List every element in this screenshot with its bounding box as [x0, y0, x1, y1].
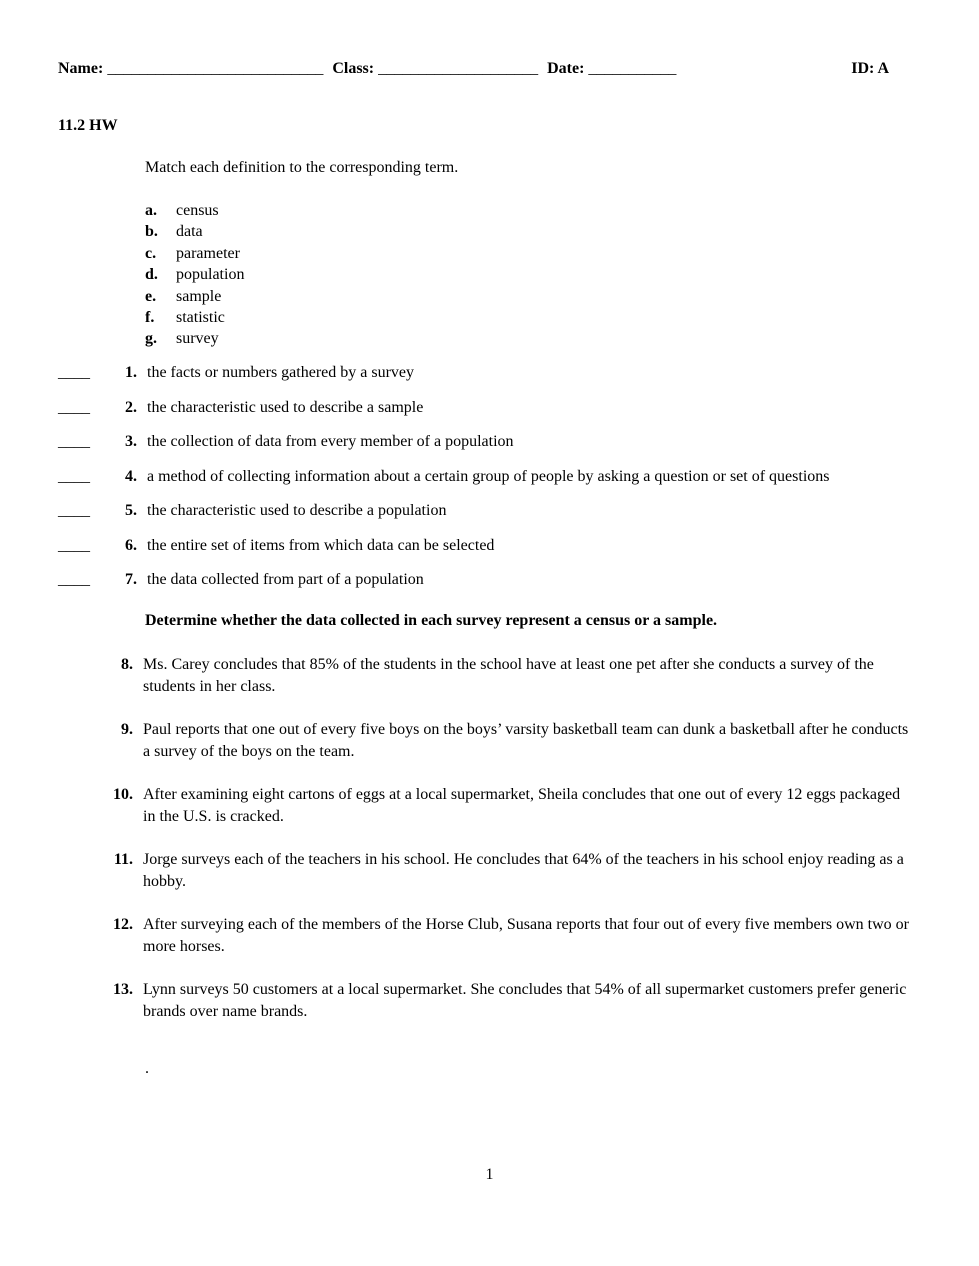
question-text: After surveying each of the members of the Horse Club, Susana reports that four out of every five members own two or more horses. [143, 916, 910, 955]
question-number: 5. [125, 502, 137, 519]
answer-blank-line: ____ [58, 467, 90, 485]
question-number: 6. [125, 536, 137, 554]
survey-question-row [58, 914, 915, 957]
term-text: statistic [176, 309, 225, 327]
survey-question-row [58, 719, 915, 762]
question-text: the data collected from part of a population [147, 571, 424, 588]
term-text: sample [176, 287, 222, 305]
matching-question-row [58, 535, 938, 556]
stray-period: . [145, 1060, 149, 1077]
answer-blank-line: ____ [58, 433, 90, 450]
survey-question-row [58, 979, 915, 1022]
question-number: 9. [121, 721, 133, 738]
survey-questions [58, 654, 915, 1044]
header-row [58, 60, 889, 78]
question-number: 13. [113, 981, 133, 998]
question-text: the entire set of items from which data can be selected [147, 536, 495, 554]
answer-blank-line: ____ [58, 536, 90, 554]
class-blank-line: ____________________ [378, 60, 539, 77]
question-number: 10. [113, 786, 133, 803]
question-text: the characteristic used to describe a population [147, 502, 447, 519]
matching-questions [58, 362, 938, 604]
page-number: 1 [485, 1166, 494, 1183]
question-text: Jorge surveys each of the teachers in his school. He concludes that 64% of the teachers in his school enjoy reading as a hobby. [143, 851, 904, 890]
survey-question-row [58, 849, 915, 892]
question-text: After examining eight cartons of eggs at a local supermarket, Sheila concludes that one out of every 12 eggs packaged in the U.S. is cracked. [143, 786, 901, 825]
question-number: 3. [125, 433, 137, 450]
matching-question-row [58, 569, 938, 590]
question-number: 11. [113, 851, 133, 868]
question-number: 7. [125, 571, 137, 588]
question-number: 8. [121, 656, 133, 673]
question-text: the facts or numbers gathered by a survey [147, 364, 415, 381]
class-field [332, 60, 538, 78]
term-text: data [176, 223, 203, 241]
term-letter: f. [145, 309, 155, 327]
name-blank-line: ___________________________ [107, 60, 324, 77]
survey-question-row [58, 654, 915, 697]
question-text: Lynn surveys 50 customers at a local supermarket. She concludes that 54% of all supermarket customers prefer generic brands over name brands. [143, 981, 907, 1020]
name-label: Name: [58, 60, 104, 77]
term-item [145, 286, 244, 307]
name-field [58, 60, 323, 78]
term-list [145, 200, 244, 350]
worksheet-title: 11.2 HW [58, 117, 118, 134]
question-text: a method of collecting information about a certain group of people by asking a question or set of questions [147, 467, 830, 485]
question-text: Ms. Carey concludes that 85% of the students in the school have at least one pet after she conducts a survey of the students in her class. [143, 656, 874, 695]
matching-question-row [58, 500, 938, 521]
term-item [145, 200, 244, 221]
term-letter: b. [145, 223, 158, 241]
term-item [145, 221, 244, 242]
date-label: Date: [547, 60, 585, 77]
matching-question-row [58, 362, 938, 383]
question-number: 12. [113, 916, 133, 933]
date-blank-line: ___________ [588, 60, 677, 77]
census-sample-instruction: Determine whether the data collected in each survey represent a census or a sample. [145, 612, 718, 629]
question-text: the characteristic used to describe a sample [147, 398, 424, 416]
term-letter: e. [145, 287, 157, 305]
date-field [547, 60, 676, 78]
answer-blank-line: ____ [58, 398, 90, 416]
answer-blank-line: ____ [58, 502, 90, 519]
question-text: Paul reports that one out of every five boys on the boys’ varsity basketball team can dunk a basketball after he conducts a survey of the boys on the team. [143, 721, 909, 760]
term-text: census [176, 202, 219, 219]
term-letter: c. [145, 244, 157, 262]
answer-blank-line: ____ [58, 571, 90, 588]
matching-question-row [58, 431, 938, 452]
term-item [145, 307, 244, 328]
term-item [145, 264, 244, 285]
id-label: ID: A [851, 60, 889, 77]
question-number: 1. [125, 364, 137, 381]
term-text: population [176, 266, 245, 284]
matching-instruction: Match each definition to the corresponding term. [145, 159, 459, 176]
class-label: Class: [332, 60, 375, 77]
term-text: survey [176, 330, 219, 348]
question-number: 4. [125, 467, 137, 485]
term-item [145, 328, 244, 349]
answer-blank-line: ____ [58, 364, 90, 381]
term-text: parameter [176, 244, 240, 262]
question-number: 2. [125, 398, 137, 416]
question-text: the collection of data from every member of a population [147, 433, 514, 450]
matching-question-row [58, 466, 938, 487]
matching-question-row [58, 397, 938, 418]
term-item [145, 243, 244, 264]
survey-question-row [58, 784, 915, 827]
term-letter: g. [145, 330, 157, 348]
term-letter: d. [145, 266, 158, 284]
term-letter: a. [145, 202, 157, 219]
